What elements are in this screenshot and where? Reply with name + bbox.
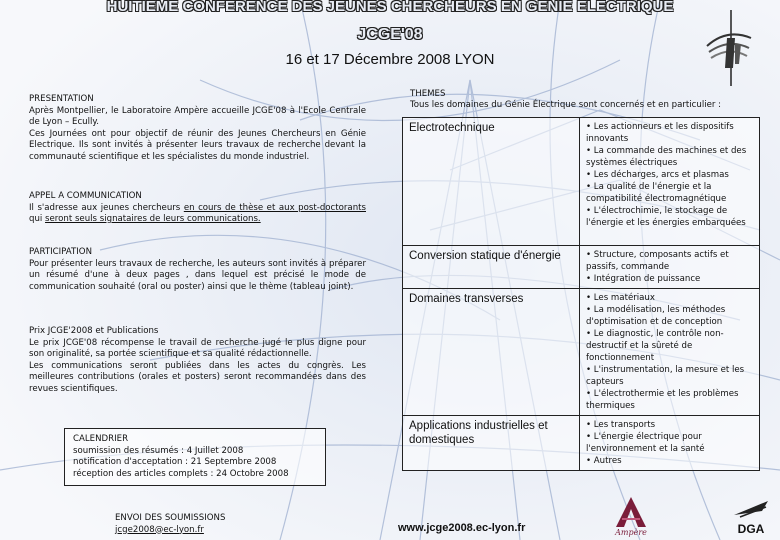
theme-name: Domaines transverses xyxy=(403,289,580,416)
calendar-box xyxy=(64,428,326,486)
submission-email-link[interactable]: jcge2008@ec-lyon.fr xyxy=(115,524,204,535)
list-item: • L'instrumentation, la mesure et les capteurs xyxy=(586,365,745,387)
list-item: • Les matériaux xyxy=(586,293,655,303)
theme-items xyxy=(580,118,760,246)
conference-title: HUITIEME CONFERENCE DES JEUNES CHERCHEURS EN GENIE ELECTRIQUE xyxy=(106,0,674,15)
themes-header xyxy=(410,89,721,111)
presentation-heading: PRESENTATION xyxy=(29,94,94,104)
prix-section xyxy=(29,326,366,395)
presentation-section xyxy=(29,94,366,163)
participation-heading: PARTICIPATION xyxy=(29,247,92,257)
list-item: • L'électrothermie et les problèmes thermiques xyxy=(586,389,739,411)
themes-table xyxy=(402,117,760,471)
list-item: • La modélisation, les méthodes d'optimisation et de conception xyxy=(586,305,726,327)
table-row xyxy=(403,289,760,416)
list-item: • Autres xyxy=(586,456,622,466)
theme-items xyxy=(580,416,760,471)
themes-heading: THEMES xyxy=(410,89,446,99)
participation-section xyxy=(29,247,366,293)
table-row xyxy=(403,416,760,471)
appel-section xyxy=(29,191,366,226)
theme-name: Applications industrielles et domestiques xyxy=(403,416,580,471)
appel-text xyxy=(29,203,366,226)
participation-text: Pour présenter leurs travaux de recherche, les auteurs sont invités à préparer un résumé d'une à deux pages , dans lequel est précisé le mode de communication souhaité (oral ou poster) ainsi que le thème (tableau joint). xyxy=(29,258,366,292)
theme-name: Electrotechnique xyxy=(403,118,580,246)
submission-heading: ENVOI DES SOUMISSIONS xyxy=(115,513,226,523)
conference-url[interactable]: www.jcge2008.ec-lyon.fr xyxy=(398,522,526,534)
calendar-line-1: soumission des résumés : 4 Juillet 2008 xyxy=(73,445,244,456)
themes-intro: Tous les domaines du Génie Électrique sont concernés et en particulier : xyxy=(410,100,722,110)
list-item: • L'électrochimie, le stockage de l'énergie et les énergies embarquées xyxy=(586,206,746,228)
theme-items xyxy=(580,246,760,289)
list-item: • Structure, composants actifs et passifs, commande xyxy=(586,250,729,272)
list-item: • La qualité de l'énergie et la compatibilité électromagnétique xyxy=(586,182,727,204)
conference-dates: 16 et 17 Décembre 2008 LYON xyxy=(285,51,495,68)
presentation-text-1: Après Montpellier, le Laboratoire Ampère accueille JCGE'08 à l'Ecole Centrale de Lyon – Ecully. xyxy=(29,105,366,127)
calendar-line-3: réception des articles complets : 24 Octobre 2008 xyxy=(73,468,289,479)
presentation-text-2: Ces Journées ont pour objectif de réunir des Jeunes Chercheurs en Génie Electrique. Ils sont invités à présenter leurs travaux de recherche devant la communauté scientifique et les spécialistes du monde industriel. xyxy=(29,128,366,162)
prix-text-2: Les communications seront publiées dans les actes du congrès. Les meilleures contributions (orales et posters) seront recommandées dans des revues scientifiques. xyxy=(29,360,366,394)
ampere-logo-text: Ampère xyxy=(615,528,647,537)
list-item: • Le diagnostic, le contrôle non-destructif et la sûreté de fonctionnement xyxy=(586,329,724,363)
list-item: • Intégration de puissance xyxy=(586,274,701,284)
dga-logo-text: DGA xyxy=(737,522,765,536)
list-item: • Les actionneurs et les dispositifs innovants xyxy=(586,122,734,144)
prix-text-1: Le prix JCGE'08 récompense le travail de recherche jugé le plus digne pour son originalité, sa portée scientifique et sa qualité rédactionnelle. xyxy=(29,337,366,359)
calendar-line-2: notification d'acceptation : 21 Septembre 2008 xyxy=(73,457,277,467)
list-item: • La commande des machines et des systèmes électriques xyxy=(586,146,747,168)
theme-items xyxy=(580,289,760,416)
conference-logo xyxy=(705,8,755,88)
theme-name: Conversion statique d'énergie xyxy=(403,246,580,289)
conference-acronym: JCGE'08 xyxy=(357,26,423,43)
list-item: • Les décharges, arcs et plasmas xyxy=(586,170,729,180)
list-item: • Les transports xyxy=(586,420,656,430)
appel-heading: APPEL A COMMUNICATION xyxy=(29,191,142,201)
appel-audience-underlined: en cours de thèse et aux post-doctorants xyxy=(183,202,366,213)
ampere-logo xyxy=(608,495,654,537)
table-row xyxy=(403,246,760,289)
submission-info xyxy=(115,513,225,536)
appel-signatories-underlined: seront seuls signataires de leurs communications. xyxy=(45,214,261,224)
appel-text-mid: qui xyxy=(29,214,46,224)
appel-text-start: Il s'adresse aux jeunes chercheurs xyxy=(29,202,184,213)
list-item: • L'énergie électrique pour l'environnement et la santé xyxy=(586,432,705,454)
table-row xyxy=(403,118,760,246)
calendar-heading: CALENDRIER xyxy=(73,434,129,444)
prix-heading: Prix JCGE'2008 et Publications xyxy=(29,326,159,336)
dga-logo xyxy=(728,497,774,537)
